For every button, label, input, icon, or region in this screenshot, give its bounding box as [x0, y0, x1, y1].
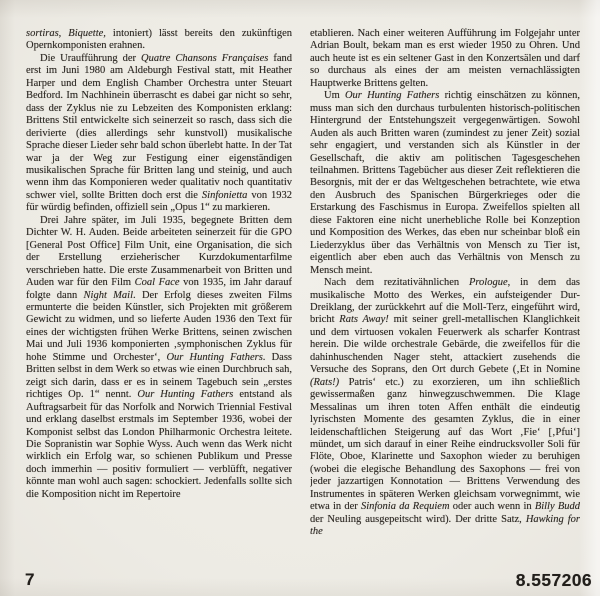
- text-run: von 1935, im Jahr darauf folgte dann: [26, 277, 292, 301]
- text-column-left: [26, 28, 292, 568]
- paragraph: [310, 90, 580, 277]
- text-run: entstand als Auftragsarbeit für das Norfolk and Norwich Triennial Festival und erklang daselbst erstmals im September 1936, wobei der Komponist selbst das London Philharmonic Orchestra leitete. Die Sopranistin war Sophie Wyss. Auch wenn das Werk nicht wirklich ein Erfolg war, so schienen Publikum und Presse doch immerhin — positiv formuliert — verblüfft, negativer könnte man wohl auch sagen: schockiert. Jedenfalls sollte sich die Komposition nicht im Repertoire: [26, 389, 292, 500]
- italic-text-run: Night Mail: [83, 289, 134, 301]
- text-run: intoniert) lässt bereits den zukünftigen Opernkomponisten erahnen.: [26, 28, 292, 52]
- italic-text-run: Quatre Chansons Françaises: [141, 52, 269, 64]
- text-run: , in dem das musikalische Motto des Werkes, ein aufsteigender Dur-Dreiklang, der zurückkehrt auf die Moll-Terz, eingeführt wird, bricht: [310, 277, 580, 326]
- italic-text-run: Our Hunting Fathers: [137, 389, 234, 401]
- italic-text-run: sortiras, Biquette,: [26, 28, 106, 39]
- italic-text-run: Billy Budd: [534, 501, 580, 513]
- text-run: der Neuling ausgepeitscht wird). Der dritte Satz,: [310, 513, 526, 525]
- italic-text-run: Hawking for the: [310, 513, 580, 538]
- italic-text-run: Coal Face: [134, 277, 180, 289]
- text-run: mit seiner grell-metallischen Klanglichkeit und dem virtuosen vokalen Feuerwerk als scharfer Kontrast herein. Die wilde orchestrale Gebärde, die zweifellos für die dahinhuschenden Nager steht, attackiert zusehends die Versuche des Soprans, den Ort durch Gebete (‚Et in Nomine: [310, 314, 580, 376]
- text-run: . Dass Britten selbst in dem Werk so etwas wie einen Durchbruch sah, zeigt sich darin, dass er es in seinem Tagebuch sein „erstes richtiges Op. 1“ nennt.: [26, 351, 292, 401]
- page-number: 7: [25, 570, 35, 589]
- italic-text-run: Our Hunting Fathers: [344, 90, 440, 102]
- text-column-right: [310, 28, 580, 568]
- italic-text-run: (Rats!): [310, 376, 340, 388]
- catalog-number: 8.557206: [515, 570, 592, 590]
- paragraph: [26, 28, 292, 53]
- text-run: Um: [324, 90, 345, 102]
- text-run: . Der Erfolg dieses zweiten Films ermunterte die beiden Künstler, sich Projekten mit größerem Gewicht zu widmen, und so lieferte Auden 1936 den Text für eines der wichtigsten frühen Werke Brittens, seinen zwischen Mai und Juli 1936 komponierten ‚symphonischen Zyklus für hohe Stimme und Orchester‘,: [26, 289, 292, 363]
- paragraph: [26, 215, 292, 501]
- text-run: richtig einschätzen zu können, muss man sich den durchaus turbulenten historisch-politischen Hintergrund der Entstehungszeit vergegenwärtigen. Sowohl Auden als auch Britten waren (zumindest zu jener Zeit) sozial sehr engagiert, und verstanden sich als Künstler in der Gesellschaft, die aktiv am politischen Tagesgeschehen teilnahmen. Brittens Tagebücher aus dieser Zeit reflektieren die Besorgnis, mit der er das Weltgeschehen betrachtete, wie etwa den Ausbruch des Spanischen Bürgerkrieges oder die Erstarkung des Faschismus in Europa. Zweifellos spielten all diese Faktoren eine nicht unerhebliche Rolle bei Konzeption und Komposition des Werkes, das eben nur scheinbar bloß ein Liederzyklus über das Verhältnis von Mensch zu Tier ist, eigentlich aber eben auch das Verhältnis von Mensch zu Mensch meint.: [310, 90, 580, 276]
- italic-text-run: Sinfonietta: [201, 189, 248, 201]
- paragraph: [310, 277, 580, 539]
- text-run: Drei Jahre später, im Juli 1935, begegnete Britten dem Dichter W. H. Auden. Beide arbeiteten seinerzeit für die GPO [General Post Office] Film Unit, eine Organisation, die sich der Erstellung erzieherischer Kurzdokumentarfilme verschrieben hatte. Die erste Zusammenarbeit von Britten und Auden war für den Film: [26, 214, 292, 289]
- text-run: Nach dem rezitativähnlichen: [324, 277, 469, 289]
- paragraph: [26, 53, 292, 215]
- text-run: Die Uraufführung der: [40, 52, 141, 64]
- text-run: oder auch wenn in: [449, 501, 535, 513]
- text-run: fand erst im Juni 1980 am Aldeburgh Festival statt, mit Heather Harper und dem English Chamber Orchestra unter Steuart Bedford. Im Nachhinein überrascht es dabei gar nicht so sehr, dass der Zyklus nie zu Lebzeiten des Komponisten erklang: Brittens Stil entwickelte sich seinerzeit so rasch, dass sich die derivierte (dies allerdings sehr kunstvoll) musikalische Sprache dieser Lieder sehr bald schon überlebt hatte. In der Tat war ja der Weg zur Festigung einer eigenständigen musikalischen Sprache für Britten lang und steinig, und auch wenn ihm das Komponieren weder qualitativ noch quantitativ schwer viel, sollte Britten doch erst die: [26, 52, 292, 201]
- italic-text-run: Sinfonia da Requiem: [360, 501, 450, 513]
- text-run: etablieren. Nach einer weiteren Aufführung im Folgejahr unter Adrian Boult, bekam man es erst wieder 1950 zu Ohren. Und auch heute ist es ein seltener Gast in den Konzertsälen und darf so durchaus als eines der am meisten vernachlässigten Hauptwerke Brittens gelten.: [310, 28, 580, 89]
- text-run: von 1932 für würdig befinden, offiziell sein „Opus 1“ zu markieren.: [26, 189, 292, 214]
- paragraph: [310, 28, 580, 90]
- italic-text-run: Rats Away!: [339, 314, 389, 326]
- italic-text-run: Our Hunting Fathers: [166, 351, 263, 363]
- italic-text-run: Prologue: [468, 277, 508, 289]
- text-run: Patris‘ etc.) zu exorzieren, um ihn schließlich gewissermaßen ganz hinwegzuschwemmen. Die Klage Messalinas um ihren toten Affen enthält die eindeutig lyrischsten Momente des gesamten Zyklus, die in einer leidenschaftlichen Steigerung auf das Wort ‚Fie‘ [‚Pfui‘] mündet, um sich darauf in einer Reihe eindrucksvoller Soli für Flöte, Oboe, Klarinette und Saxophon wieder zu beruhigen (wobei die elegische Behandlung des Saxophons — frei von jeder jazzartigen Konnotation — Brittens Verwendung des Instrumentes in späteren Werken gleichsam vorwegnimmt, wie etwa in der: [310, 376, 580, 513]
